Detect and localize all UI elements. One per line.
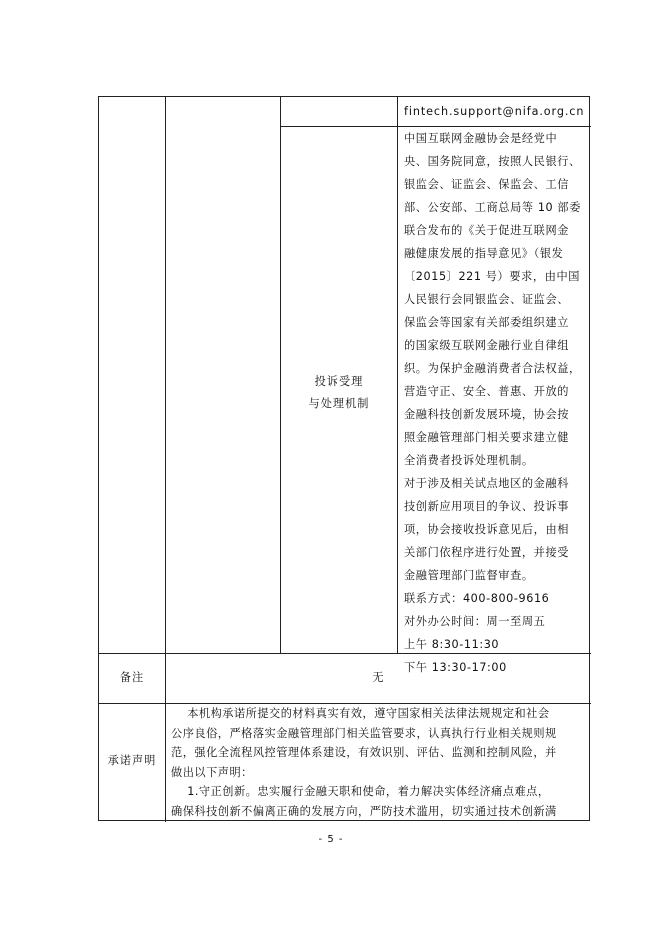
paragraph2-line: 对于涉及相关试点地区的金融科 xyxy=(404,477,570,490)
promise-line: 确保科技创新不偏离正确的发展方向，严防技术滥用，切实通过技术创新满 xyxy=(171,804,557,818)
paragraph1-line: 营造守正、安全、普惠、开放的 xyxy=(404,385,570,398)
promise-line: 公序良俗，严格落实金融管理部门相关监管要求，认真执行行业相关规则规 xyxy=(171,726,557,740)
paragraph2-line: 技创新应用项目的争议、投诉事 xyxy=(404,500,570,513)
paragraph2-line: 项，协会接收投诉意见后，由相 xyxy=(404,523,570,536)
paragraph1-line: 照金融管理部门相关要求建立健 xyxy=(404,431,570,444)
complaint-mechanism-label xyxy=(281,371,397,415)
paragraph1-line: 中国互联网金融协会是经党中 xyxy=(404,132,558,145)
remark-label xyxy=(99,667,165,689)
contact-line: 联系方式：400-800-9616 xyxy=(404,592,550,605)
promise-label-text: 承诺声明 xyxy=(107,754,157,767)
promise-line: 做出以下声明： xyxy=(171,765,253,779)
paragraph1-line: 融健康发展的指导意见》（银发 xyxy=(404,247,564,260)
complaint-description xyxy=(404,127,581,679)
remark-value-text: 无 xyxy=(372,671,385,684)
paragraph1-line: 部、公安部、工商总局等 10 部委 xyxy=(404,201,581,214)
table-col-divider-3 xyxy=(397,97,398,653)
paragraph1-line: 〔2015〕221 号）要求，由中国 xyxy=(404,270,581,283)
paragraph1-line: 央、国务院同意，按照人民银行、 xyxy=(404,155,581,168)
paragraph2-line: 金融管理部门监督审查。 xyxy=(404,569,534,582)
paragraph1-line: 人民银行会同银监会、证监会、 xyxy=(404,293,570,306)
promise-label xyxy=(99,750,165,772)
paragraph1-line: 联合发布的《关于促进互联网金 xyxy=(404,224,570,237)
paragraph1-line: 保监会等国家有关部委组织建立 xyxy=(404,316,570,329)
email-value: fintech.support@nifa.org.cn xyxy=(404,105,585,118)
table-col-divider-1 xyxy=(165,97,166,653)
remark-value xyxy=(166,667,591,689)
paragraph1-line: 金融科技创新发展环境，协会按 xyxy=(404,408,570,421)
promise-line: 本机构承诺所提交的材料真实有效，遵守国家相关法律法规规定和社会 xyxy=(171,707,550,720)
complaint-label-line-1: 投诉受理 xyxy=(314,375,364,388)
promise-line: 范，强化全流程风控管理体系建设，有效识别、评估、监测和控制风险，并 xyxy=(171,746,557,759)
promise-line: 1.守正创新。忠实履行金融天职和使命，着力解决实体经济痛点难点， xyxy=(171,785,550,798)
morning-hours-line: 上午 8:30-11:30 xyxy=(404,638,500,651)
page-number: - 5 - xyxy=(318,834,344,845)
application-table xyxy=(98,96,590,821)
complaint-label-line-2: 与处理机制 xyxy=(308,397,370,410)
email-text xyxy=(404,100,584,123)
promise-statement xyxy=(171,704,557,821)
office-hours-line: 对外办公时间：周一至周五 xyxy=(404,615,546,628)
paragraph1-line: 全消费者投诉处理机制。 xyxy=(404,454,534,467)
afternoon-hours-line: 下午 13:30-17:00 xyxy=(404,661,507,674)
paragraph2-line: 关部门依程序进行处置，并接受 xyxy=(404,546,570,559)
remark-label-text: 备注 xyxy=(119,671,145,684)
paragraph1-line: 织。为保护金融消费者合法权益， xyxy=(404,362,581,375)
paragraph1-line: 银监会、证监会、保监会、工信 xyxy=(404,178,570,191)
paragraph1-line: 的国家级互联网金融行业自律组 xyxy=(404,339,570,352)
